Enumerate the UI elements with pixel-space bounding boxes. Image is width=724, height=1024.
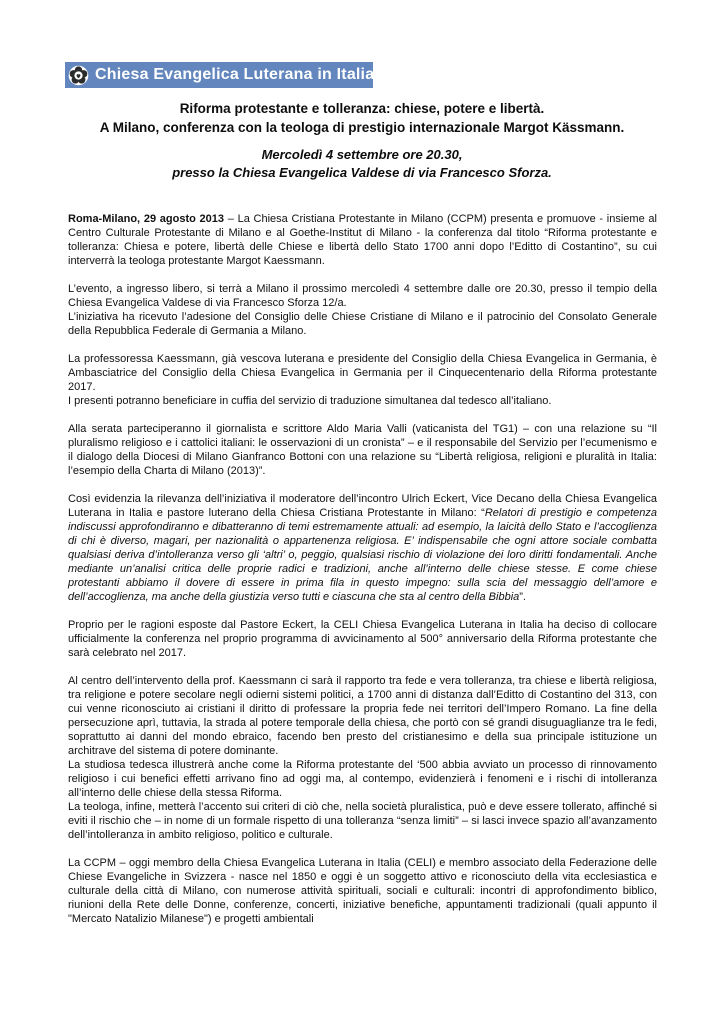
lecture-reformation-text: La studiosa tedesca illustrerà anche come la Riforma protestante del ‘500 abbia avviato un processo di rinnovamento religioso i cui benefici effetti arrivano fino ad oggi ma, al contempo, evidenzierà i fenomeni e i rischi di intolleranza all’interno delle chiese della stessa Riforma. [68, 759, 657, 799]
paragraph-dateline-text: – La Chiesa Cristiana Protestante in Milano (CCPM) presenta e promuove - insieme al Centro Culturale Protestante di Milano e al Goethe-Institut di Milano - la conferenza dal titolo “Riforma protestante e tolleranza: Chiesa e potere, libertà delle Chiese e libertà dello Stato 1700 anni dopo l’Editto di Costantino”, su cui interverrà la teologa protestante Margot Kaessmann. [68, 213, 657, 267]
lecture-tolerance-text: La teologa, infine, metterà l’accento sui criteri di ciò che, nella società pluralistica, può e deve essere tollerato, affinché si eviti il rischio che – in nome di un formale rispetto di una tolleranza “senza limiti” – si lasci invece spazio all’avanzamento dell’intolleranza in ambito religioso, politico e culturale. [68, 801, 657, 841]
document-title [10, 100, 714, 137]
quote-outro: ”. [519, 591, 526, 603]
participants-text: Alla serata parteciperanno il giornalista e scrittore Aldo Maria Valli (vaticanista del TG1) – con una relazione su “Il pluralismo religioso e i cattolici italiani: le osservazioni di un cronista” – e il responsabile del Servizio per l’ecumenismo e il dialogo della Diocesi di Milano Gianfranco Bottoni con una relazione su “Libertà religiosa, religioni e pluralità in Italia: l’esempio della Charta di Milano (2013)”. [68, 423, 657, 477]
press-release-body [68, 212, 657, 940]
paragraph-ccpm-history [68, 856, 657, 926]
dateline: Roma-Milano, 29 agosto 2013 [68, 213, 225, 225]
logo-banner [65, 62, 373, 88]
quote-intro: Così evidenzia la rilevanza dell’iniziativa il moderatore dell’incontro Ulrich Eckert, Vice Decano della Chiesa Evangelica Luterana in Italia e pastore luterano della Chiesa Cristiana Protestante in Milano: “ [68, 493, 657, 519]
quote-text: Relatori di prestigio e competenza indiscussi approfondiranno e dibatteranno di temi estremamente attuali: ad esempio, la laicità dello Stato e l’accoglienza di chi è diverso, magari, per nazionalità o appartenenza religiosa. E’ indispensabile che ogni attore sociale combatta qualsiasi deriva d’intolleranza verso gli ‘altri’ o, peggio, qualsiasi rischio di violazione dei loro diritti fondamentali. Anche mediante un’analisi critica delle proprie radici e tradizioni, anche all’interno delle chiese stesse. E come chiese protestanti abbiamo il dovere di essere in prima fila in questo impegno: sulla scia del messaggio dell’amore e dell’accoglienza, ma anche della giustizia verso tutti e ciascuna che sta al centro della Bibbia [68, 507, 657, 603]
event-details-line: L’evento, a ingresso libero, si terrà a Milano il prossimo mercoledì 4 settembre dalle ore 20.30, presso il tempio della Chiesa Evangelica Valdese di via Francesco Sforza 12/a. [68, 283, 657, 309]
lecture-history-text: Al centro dell’intervento della prof. Kaessmann ci sarà il rapporto tra fede e vera tolleranza, tra chiese e libertà religiosa, tra religione e potere secolare negli odierni sistemi politici, a 1700 anni di distanza dall’Editto di Costantino del 313, con cui venne riconosciuto ai cristiani il diritto di professare la propria fede nei territori dell’Impero Romano. La fine della persecuzione aprì, tuttavia, la strada al potere temporale della chiesa, che portò con sé grandi disuguaglianze tra le fedi, soprattutto ai danni del mondo ebraico, facendo ben presto del cristianesimo e della sua principale istituzione un architrave del sistema di potere dominante. [68, 675, 657, 757]
speaker-bio-line: La professoressa Kaessmann, già vescova luterana e presidente del Consiglio della Chiesa Evangelica in Germania, è Ambasciatrice del Consiglio della Chiesa Evangelica in Germania per il Cinquecentenario della Riforma protestante 2017. [68, 353, 657, 393]
paragraph-lecture-content [68, 674, 657, 842]
paragraph-dateline [68, 212, 657, 268]
paragraph-eckert-quote [68, 492, 657, 604]
ccpm-history-text: La CCPM – oggi membro della Chiesa Evangelica Luterana in Italia (CELI) e membro associato della Federazione delle Chiese Evangeliche in Svizzera - nasce nel 1850 e oggi è un soggetto attivo e riconosciuto della vita ecclesiastica e culturale della città di Milano, con numerose attività spirituali, sociali e culturali: incontri di approfondimento biblico, riunioni della Rete delle Donne, conferenze, concerti, iniziative benefiche, appuntamenti tradizionali (quali appunto il "Mercato Natalizio Milanese") e progetti ambientali [68, 857, 657, 925]
event-schedule [10, 146, 714, 182]
schedule-line-1: Mercoledì 4 settembre ore 20.30, [261, 147, 463, 162]
translation-service-line: I presenti potranno beneficiare in cuffia del servizio di traduzione simultanea dal tedesco all’italiano. [68, 395, 552, 407]
paragraph-speaker-bio [68, 352, 657, 408]
paragraph-event-details [68, 282, 657, 338]
title-line-1: Riforma protestante e tolleranza: chiese, potere e libertà. [179, 101, 545, 116]
paragraph-celi-program [68, 618, 657, 660]
paragraph-participants [68, 422, 657, 478]
celi-program-text: Proprio per le ragioni esposte dal Pastore Eckert, la CELI Chiesa Evangelica Luterana in Italia ha deciso di collocare ufficialmente la conferenza nel proprio programma di avvicinamento al 500° anniversario della Riforma protestante che sarà celebrato nel 2017. [68, 619, 657, 659]
luther-rose-icon [68, 65, 89, 86]
event-endorsements-line: L’iniziativa ha ricevuto l’adesione del Consiglio delle Chiese Cristiane di Milano e il patrocinio del Consolato Generale della Repubblica Federale di Germania a Milano. [68, 311, 657, 337]
title-line-2: A Milano, conferenza con la teologa di prestigio internazionale Margot Kässmann. [99, 119, 625, 135]
logo-text: Chiesa Evangelica Luterana in Italia [95, 66, 375, 83]
schedule-line-2: presso la Chiesa Evangelica Valdese di via Francesco Sforza. [172, 165, 552, 180]
